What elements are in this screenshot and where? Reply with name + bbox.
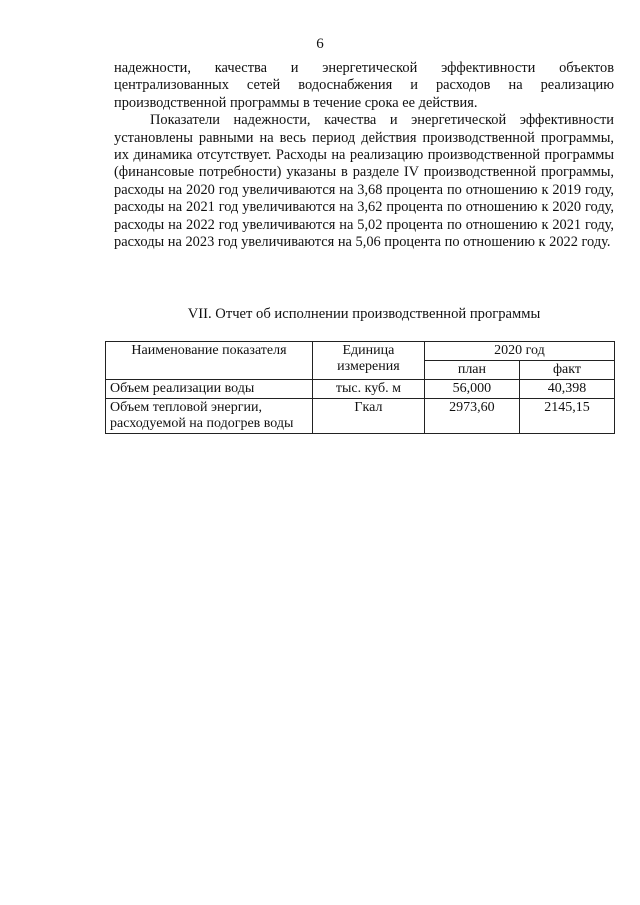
cell-indicator-name: Объем реализации воды bbox=[106, 380, 313, 399]
table-row bbox=[106, 380, 615, 399]
header-indicator-name: Наименование показателя bbox=[106, 342, 313, 380]
header-fact: факт bbox=[519, 361, 614, 380]
paragraph-indicators: Показатели надежности, качества и энергетической эффективности установлены равными на весь период действия производственной программы, их динамика отсутствует. Расходы на реализацию производственной программы (финансовые потребности) указаны в разделе IV производственной программы, расходы на 2020 год увеличиваются на 3,68 процента по отношению к 2019 году, расходы на 2021 год увеличиваются на 3,62 процента по отношению к 2020 году, расходы на 2022 год увеличиваются на 5,02 процента по отношению к 2021 году, расходы на 2023 год увеличиваются на 5,06 процента по отношению к 2022 году. bbox=[114, 112, 614, 251]
header-unit: Единица измерения bbox=[312, 342, 424, 380]
page-number: 6 bbox=[316, 36, 324, 52]
paragraph-continuation: надежности, качества и энергетической эффективности объектов централизованных сетей водоснабжения и расходов на реализацию производственной программы в течение срока ее действия. bbox=[114, 60, 614, 111]
cell-fact: 2145,15 bbox=[519, 399, 614, 434]
table-row bbox=[106, 399, 615, 434]
cell-indicator-name: Объем тепловой энергии, расходуемой на подогрев воды bbox=[106, 399, 313, 434]
program-report-table bbox=[105, 341, 615, 434]
cell-fact: 40,398 bbox=[519, 380, 614, 399]
cell-unit: Гкал bbox=[312, 399, 424, 434]
cell-plan: 2973,60 bbox=[424, 399, 519, 434]
cell-unit: тыс. куб. м bbox=[312, 380, 424, 399]
header-plan: план bbox=[424, 361, 519, 380]
section-heading: VII. Отчет об исполнении производственной программы bbox=[187, 306, 541, 322]
header-year: 2020 год bbox=[424, 342, 614, 361]
table-header-row bbox=[106, 342, 615, 361]
body-text bbox=[114, 60, 614, 251]
cell-plan: 56,000 bbox=[424, 380, 519, 399]
